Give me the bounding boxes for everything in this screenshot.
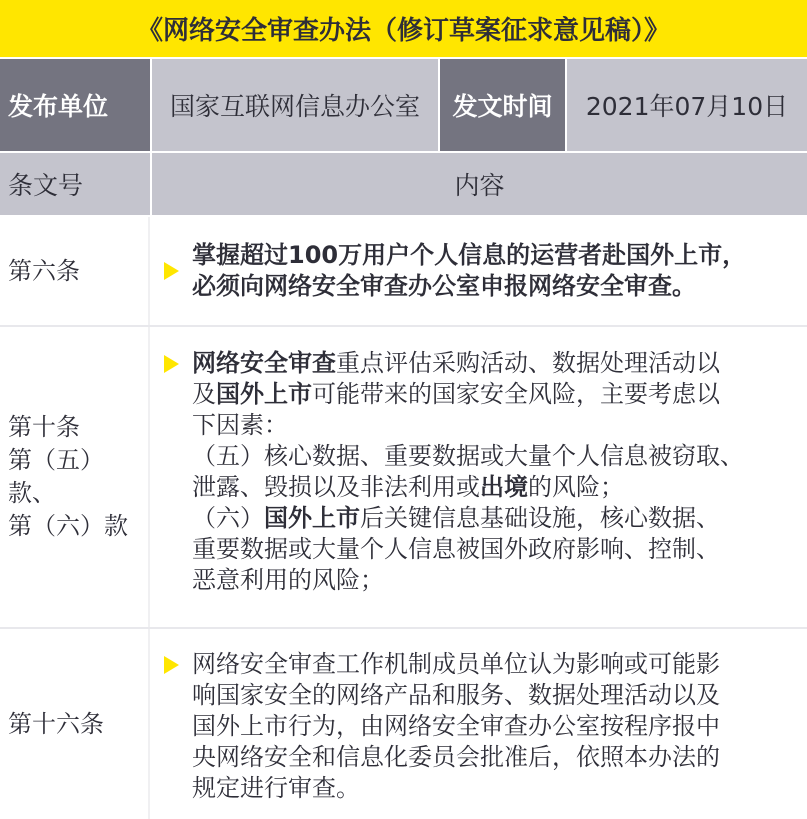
article-number xyxy=(0,327,150,627)
date-value: 2021年07月10日 xyxy=(567,59,807,151)
content-line: 规定进行审查。 xyxy=(192,774,360,802)
table-row xyxy=(0,327,807,627)
content-line: 必须向网络安全审查办公室申报网络安全审查。 xyxy=(192,272,696,300)
article-line: 第（六）款 xyxy=(8,512,128,540)
content-line: 掌握超过100万用户个人信息的运营者赴国外上市， xyxy=(192,241,747,269)
publisher-value: 国家互联网信息办公室 xyxy=(152,59,438,151)
content-line: 泄露、毁损以及非法利用或出境的风险； xyxy=(192,473,624,501)
article-line: 第（五）款、 xyxy=(8,446,104,507)
triangle-bullet-icon xyxy=(164,656,179,674)
content-text xyxy=(192,348,744,596)
content-line: 网络安全审查重点评估采购活动、数据处理活动以 xyxy=(192,349,720,377)
article-content xyxy=(150,327,807,627)
article-number: 第十六条 xyxy=(0,629,150,819)
content-line: （五）核心数据、重要数据或大量个人信息被窃取、 xyxy=(192,442,744,470)
date-label: 发文时间 xyxy=(440,59,565,151)
triangle-bullet-icon xyxy=(164,355,179,373)
article-column-header: 条文号 xyxy=(8,171,84,200)
meta-row xyxy=(0,59,807,151)
content-text xyxy=(192,240,746,302)
content-column-header: 内容 xyxy=(454,171,505,200)
article-content xyxy=(150,217,807,325)
triangle-bullet-icon xyxy=(164,262,179,280)
content-line: 响国家安全的网络产品和服务、数据处理活动以及 xyxy=(192,681,720,709)
content-line: 网络安全审查工作机制成员单位认为影响或可能影 xyxy=(192,650,720,678)
content-line: 重要数据或大量个人信息被国外政府影响、控制、 xyxy=(192,535,720,563)
table-row xyxy=(0,629,807,819)
publisher-label: 发布单位 xyxy=(0,59,150,151)
document-title: 《网络安全审查办法（修订草案征求意见稿）》 xyxy=(0,0,807,57)
content-text xyxy=(192,649,720,804)
content-line: 恶意利用的风险； xyxy=(192,566,384,594)
content-line: 下因素： xyxy=(192,411,288,439)
article-content xyxy=(150,629,807,819)
table-row xyxy=(0,217,807,325)
content-line: 国外上市行为，由网络安全审查办公室按程序报中 xyxy=(192,712,720,740)
content-line: （六）国外上市后关键信息基础设施，核心数据、 xyxy=(192,504,720,532)
article-line: 第十条 xyxy=(8,413,80,441)
content-line: 央网络安全和信息化委员会批准后，依照本办法的 xyxy=(192,743,720,771)
article-number: 第六条 xyxy=(0,217,150,325)
content-line: 及国外上市可能带来的国家安全风险，主要考虑以 xyxy=(192,380,720,408)
table-header-row xyxy=(0,153,807,215)
